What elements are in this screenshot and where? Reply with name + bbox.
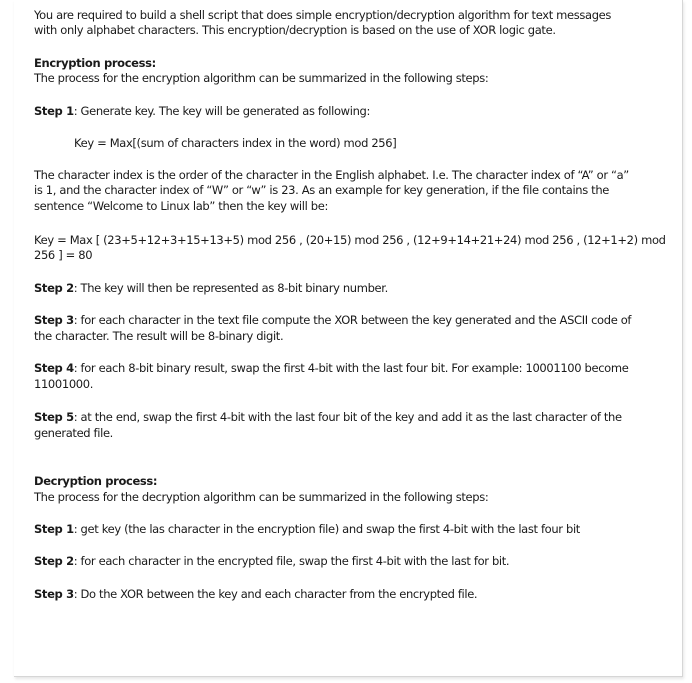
index-text-line-3: sentence “Welcome to Linux lab” then the key will be: <box>34 199 328 213</box>
step-label: Step 5 <box>34 410 74 424</box>
step-label: Step 2 <box>34 281 74 295</box>
dec-step-3 <box>34 587 477 602</box>
index-text-line-2: is 1, and the character index of “W” or “w” is 23. As an example for key generation, if the file contains the <box>34 183 610 197</box>
step-label: Step 1 <box>34 522 74 536</box>
step-text: : for each character in the encrypted file, swap the first 4-bit with the last for bit. <box>73 554 510 568</box>
intro-line-1: You are required to build a shell script that does simple encryption/decryption algorithm for text messages <box>34 8 612 22</box>
step-text: : at the end, swap the first 4-bit with the last four bit of the key and add it as the last character of the <box>73 410 622 424</box>
decryption-heading: Decryption process: <box>34 474 158 488</box>
enc-step-1 <box>34 104 370 119</box>
enc-step-4-cont: 11001000. <box>34 377 94 391</box>
key-example-line-1: Key = Max [ (23+5+12+3+15+13+5) mod 256 , (20+15) mod 256 , (12+9+14+21+24) mod 256 , (12+1+2) mod <box>34 233 666 247</box>
key-formula: Key = Max[(sum of characters index in the word) mod 256] <box>74 136 397 150</box>
index-text-line-1: The character index is the order of the character in the English alphabet. I.e. The character index of “A” or “a” <box>34 168 629 182</box>
enc-step-3-cont: the character. The result will be 8-binary digit. <box>34 329 284 343</box>
encryption-heading: Encryption process: <box>34 56 156 70</box>
step-label: Step 3 <box>34 313 74 327</box>
step-text: : get key (the las character in the encryption file) and swap the first 4-bit with the last four bit <box>73 522 580 536</box>
intro-line-2: with only alphabet characters. This encryption/decryption is based on the use of XOR logic gate. <box>34 23 556 37</box>
step-text: : The key will then be represented as 8-bit binary number. <box>73 281 388 295</box>
enc-step-5 <box>34 410 622 425</box>
step-label: Step 3 <box>34 587 74 601</box>
step-text: : Do the XOR between the key and each character from the encrypted file. <box>73 587 478 601</box>
dec-step-1 <box>34 522 580 537</box>
step-label: Step 4 <box>34 361 74 375</box>
step-label: Step 2 <box>34 554 74 568</box>
step-text: : for each character in the text file compute the XOR between the key generated and the ASCII code of <box>73 313 632 327</box>
key-example-line-2: 256 ] = 80 <box>34 248 93 262</box>
enc-step-2 <box>34 281 388 296</box>
enc-step-4 <box>34 361 628 376</box>
encryption-summary: The process for the encryption algorithm can be summarized in the following steps: <box>34 71 489 85</box>
dec-step-2 <box>34 554 509 569</box>
decryption-summary: The process for the decryption algorithm can be summarized in the following steps: <box>34 490 489 504</box>
enc-step-5-cont: generated file. <box>34 426 113 440</box>
enc-step-3 <box>34 313 631 328</box>
step-label: Step 1 <box>34 104 74 118</box>
step-text: : for each 8-bit binary result, swap the first 4-bit with the last four bit. For example: 10001100 become <box>73 361 629 375</box>
step-text: : Generate key. The key will be generated as following: <box>73 104 370 118</box>
